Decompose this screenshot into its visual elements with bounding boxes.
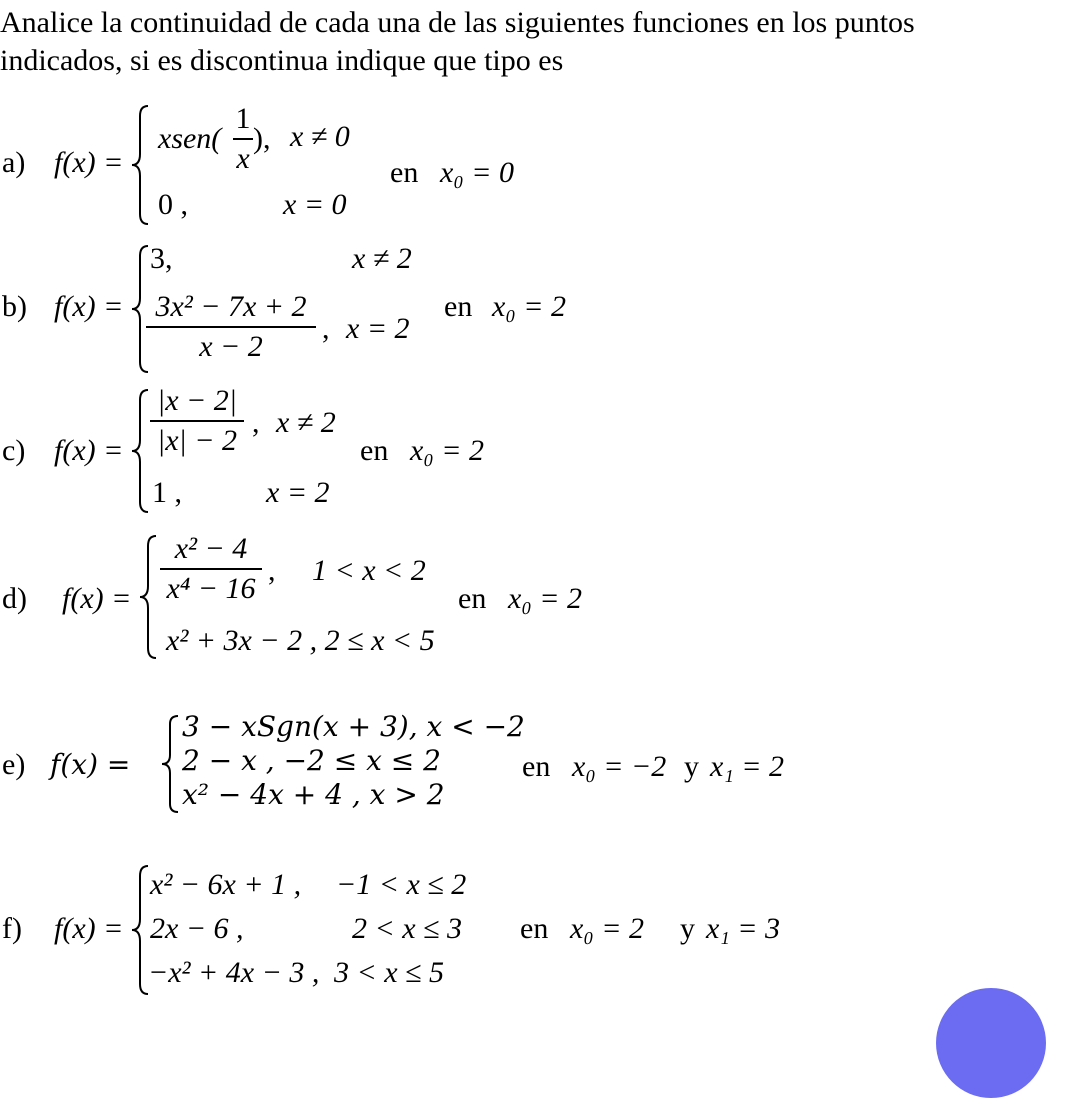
function-name: f(x) = [50,748,131,781]
exercise-c [0,384,1076,520]
case-2-condition: x = 0 [283,188,347,221]
case-2-condition: 2 < x ≤ 3 [352,912,463,945]
exercise-label: b) [2,290,27,323]
evaluation-point: x₀ = 0 [440,156,514,189]
case-3: x² − 4x + 4 , x > 2 [182,778,445,811]
case-2-condition: x = 2 [346,312,410,345]
en-word: en [390,156,419,189]
left-brace-icon [158,714,182,814]
conjunction-y: y [680,912,695,945]
polynomial-fraction [160,532,262,606]
evaluation-point: x₀ = 2 [410,434,484,467]
evaluation-point: x₀ = 2 [492,290,566,323]
exercise-b [0,240,1076,380]
case-2: 2 − x , −2 ≤ x ≤ 2 [182,744,441,777]
fraction-bar [233,138,253,140]
exercise-label: e) [2,748,26,781]
case-2-expression: x² + 3x − 2 , 2 ≤ x < 5 [166,624,435,657]
exercise-f [0,860,1076,1000]
fraction-bar [146,326,316,328]
exercise-a [0,100,1076,230]
case-2-expression: 0 , [158,188,188,221]
fraction-denominator: x⁴ − 16 [166,572,256,605]
fraction-bar [150,420,244,422]
absolute-value-fraction [150,384,244,458]
function-name: f(x) = [54,434,124,467]
fraction-numerator: 3x² − 7x + 2 [155,290,307,323]
case-1-expression-end: ), [253,122,271,155]
evaluation-point-0: x₀ = −2 [572,750,667,783]
case-1-expression: 3, [150,242,173,275]
case-1-expression: xsen( [158,122,222,155]
case-1-comma: , [252,406,260,439]
en-word: en [444,290,473,323]
left-brace-icon [136,534,160,660]
exercise-label: d) [2,582,27,615]
exercise-label: f) [2,912,22,945]
problem-statement [0,4,1070,80]
fraction-numerator: x² − 4 [174,532,248,565]
case-1-condition: x ≠ 2 [276,406,336,439]
evaluation-point: x₀ = 2 [508,582,582,615]
floating-action-circle[interactable] [936,988,1046,1098]
case-1-comma: , [268,554,276,587]
en-word: en [522,750,551,783]
fraction-denominator: x − 2 [199,330,263,363]
case-1-condition: x ≠ 0 [290,120,350,153]
left-brace-icon [128,104,152,226]
case-3-expression: −x² + 4x − 3 , [148,956,320,989]
case-3-condition: 3 < x ≤ 5 [334,956,445,989]
en-word: en [520,912,549,945]
evaluation-point-1: x₁ = 2 [710,750,784,783]
case-2-condition: x = 2 [266,476,330,509]
left-brace-icon [128,388,152,514]
case-1: 3 − xSgn(x + 3), x < −2 [182,710,525,743]
fraction-numerator: |x − 2| [156,384,238,417]
function-name: f(x) = [54,912,124,945]
fraction-denominator: x [236,142,250,175]
fraction-bar [160,568,262,570]
function-name: f(x) = [54,146,124,179]
evaluation-point-1: x₁ = 3 [706,912,780,945]
function-name: f(x) = [62,582,132,615]
case-2-expression: 2x − 6 , [150,912,244,945]
exercise-label: a) [2,146,26,179]
rational-expression [146,290,316,364]
conjunction-y: y [684,750,699,783]
case-1-condition: 1 < x < 2 [312,554,426,587]
exercise-d [0,530,1076,666]
fraction-denominator: |x| − 2 [156,424,238,457]
intro-line-2: indicados, si es discontinua indique que tipo es [0,44,564,77]
exercise-label: c) [2,434,26,467]
case-1-condition: x ≠ 2 [352,242,412,275]
en-word: en [360,434,389,467]
case-2-comma: , [322,312,330,345]
fraction-1-over-x [233,102,253,176]
fraction-numerator: 1 [235,102,251,135]
case-1-condition: −1 < x ≤ 2 [336,868,467,901]
en-word: en [458,582,487,615]
intro-line-1: Analice la continuidad de cada una de las siguientes funciones en los puntos [0,6,915,39]
evaluation-point-0: x₀ = 2 [570,912,644,945]
case-1-expression: x² − 6x + 1 , [150,868,302,901]
case-2-expression: 1 , [152,476,182,509]
function-name: f(x) = [54,290,124,323]
exercise-e [0,710,1076,814]
